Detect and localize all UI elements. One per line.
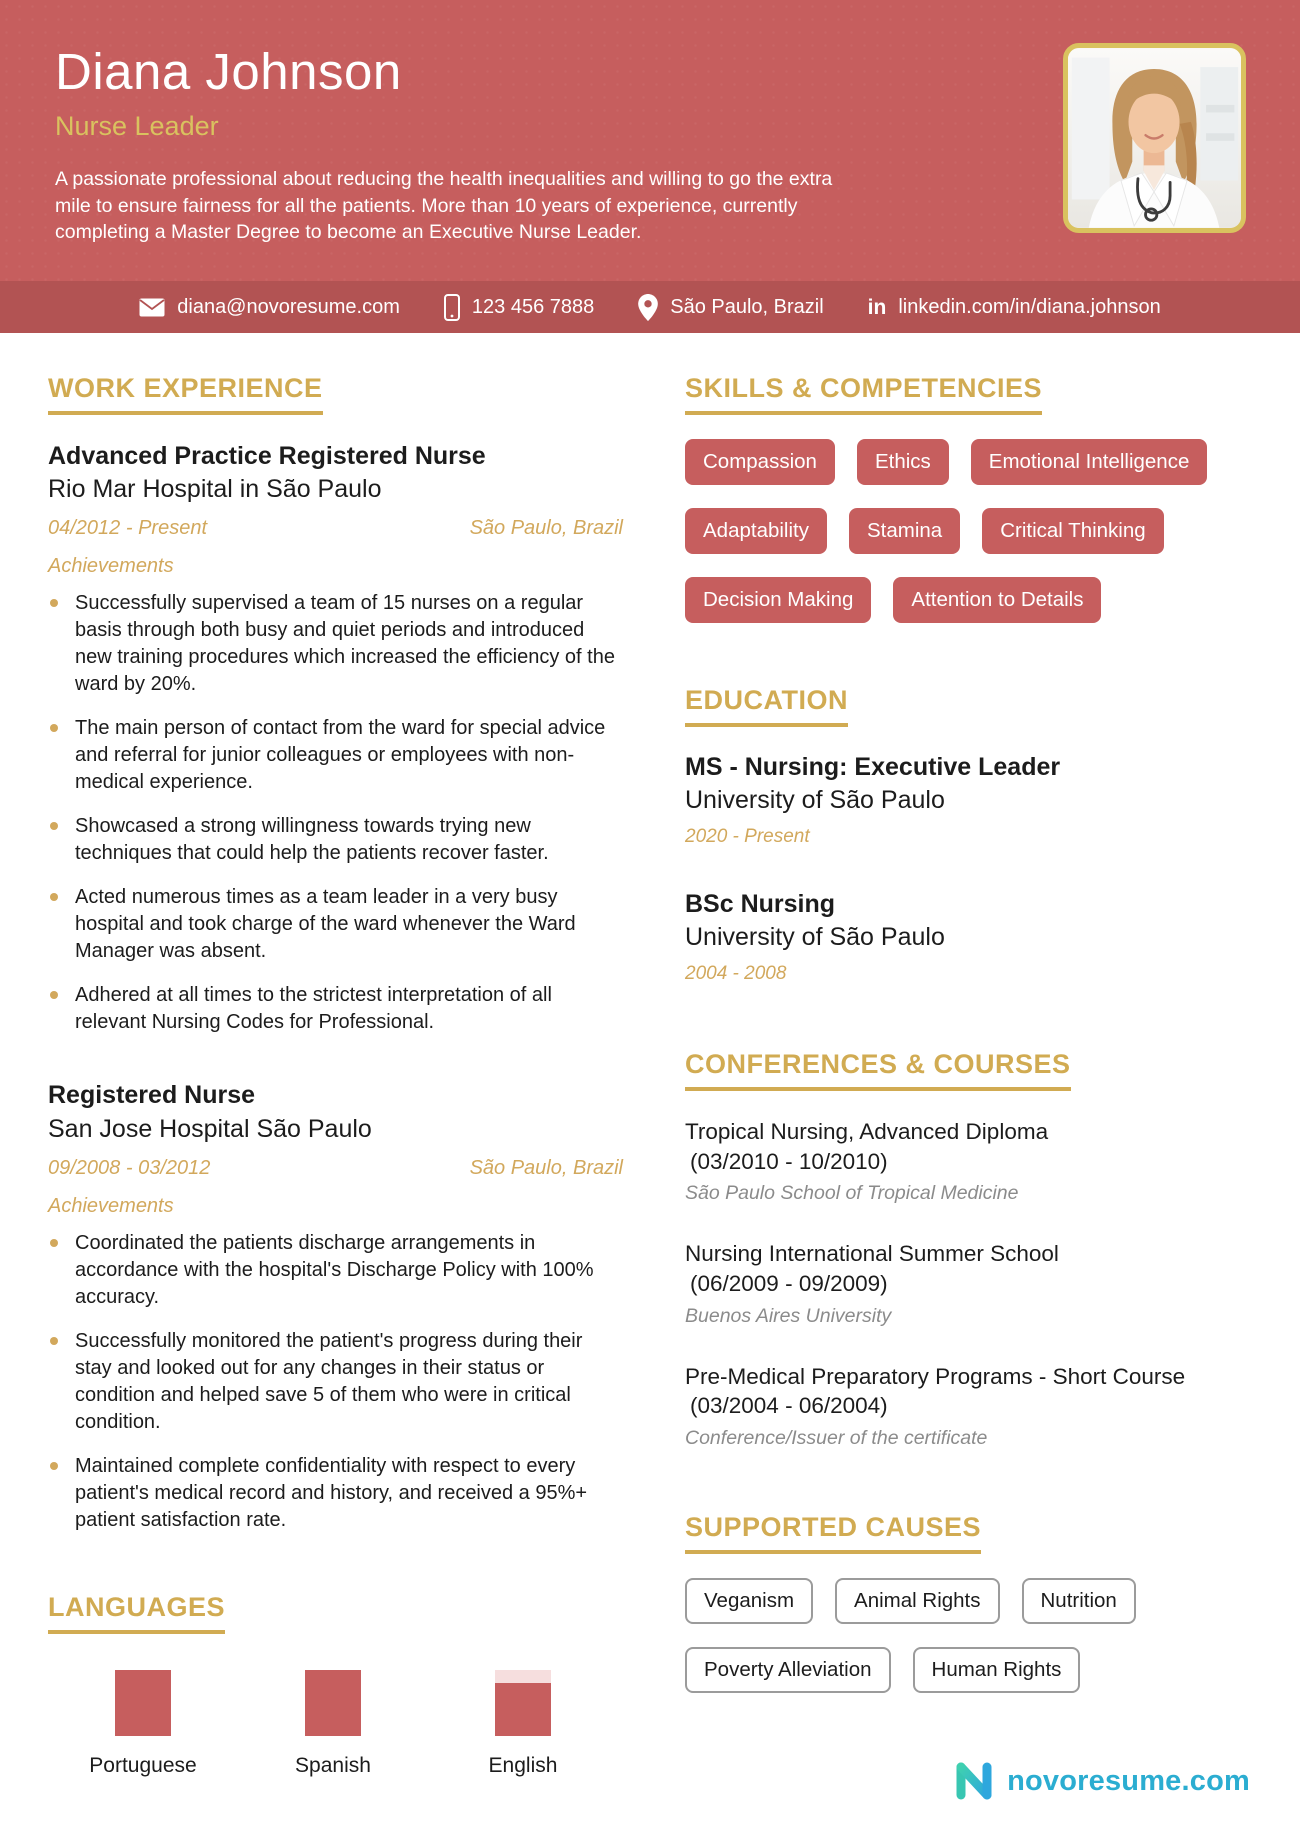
brand-logo[interactable]	[951, 1758, 1250, 1804]
degree: MS - Nursing: Executive Leader	[685, 753, 1061, 781]
conferences-courses-section	[685, 1049, 1256, 1450]
right-column	[685, 373, 1256, 1778]
cause-pill: Animal Rights	[835, 1578, 999, 1624]
section-heading-courses: CONFERENCES & COURSES	[685, 1049, 1071, 1091]
resume-header	[0, 0, 1300, 281]
skill-pill: Attention to Details	[893, 577, 1101, 623]
education-section	[685, 685, 1256, 985]
achievement-bullet: Successfully supervised a team of 15 nurses on a regular basis through both busy and quiet periods and introduced new training procedures which increased the efficiency of the ward by 20%.	[48, 590, 623, 698]
course-entry	[685, 1362, 1256, 1450]
job-position: Registered Nurse	[48, 1081, 256, 1110]
education-dates: 2004 - 2008	[685, 963, 787, 984]
job-position: Advanced Practice Registered Nurse	[48, 442, 486, 470]
education-entry	[685, 753, 1256, 848]
job-location: São Paulo, Brazil	[469, 517, 623, 540]
course-dates: (06/2009 - 09/2009)	[690, 1271, 888, 1297]
achievements-label: Achievements	[48, 1194, 174, 1217]
phone-icon	[444, 294, 460, 321]
skill-pill: Ethics	[857, 439, 949, 485]
brand-name: novoresume.com	[1007, 1764, 1250, 1797]
language-proficiency-fill	[305, 1670, 361, 1736]
language-proficiency-box	[115, 1670, 171, 1736]
portrait-photo-illustration	[1068, 48, 1241, 228]
language-label: English	[488, 1753, 558, 1777]
cause-pill: Poverty Alleviation	[685, 1647, 891, 1693]
profile-photo	[1063, 43, 1246, 233]
skill-pill: Emotional Intelligence	[971, 439, 1208, 485]
degree: BSc Nursing	[685, 890, 836, 918]
contact-phone[interactable]	[444, 294, 594, 321]
course-issuer: Conference/Issuer of the certificate	[685, 1427, 988, 1450]
section-heading-languages: LANGUAGES	[48, 1592, 225, 1634]
job-dates: 04/2012 - Present	[48, 517, 207, 540]
course-title: Nursing International Summer School	[685, 1241, 1059, 1267]
section-heading-education: EDUCATION	[685, 685, 848, 727]
contact-bar	[0, 281, 1300, 333]
candidate-title: Nurse Leader	[55, 111, 219, 141]
linkedin-icon: in	[867, 295, 887, 319]
causes-grid	[685, 1578, 1245, 1693]
language-row	[48, 1670, 623, 1778]
achievement-bullet: Adhered at all times to the strictest interpretation of all relevant Nursing Codes for Professional.	[48, 982, 623, 1036]
course-entry	[685, 1117, 1256, 1205]
language-item	[48, 1670, 238, 1778]
email-icon	[139, 298, 165, 317]
section-heading-causes: SUPPORTED CAUSES	[685, 1512, 981, 1554]
skill-pill: Adaptability	[685, 508, 827, 554]
skill-pill: Decision Making	[685, 577, 871, 623]
achievement-bullet: Maintained complete confidentiality with respect to every patient's medical record and history, and received a 95%+ patient satisfaction rate.	[48, 1453, 623, 1534]
language-proficiency-fill	[495, 1683, 551, 1736]
course-title: Tropical Nursing, Advanced Diploma	[685, 1119, 1049, 1144]
linkedin-value: linkedin.com/in/diana.johnson	[898, 295, 1161, 318]
contact-email[interactable]	[139, 296, 400, 319]
cause-pill: Nutrition	[1022, 1578, 1136, 1624]
language-item	[238, 1670, 428, 1778]
job-company: Rio Mar Hospital in São Paulo	[48, 475, 382, 504]
candidate-name: Diana Johnson	[55, 43, 402, 100]
achievement-bullet: Coordinated the patients discharge arrangements in accordance with the hospital's Discharge Policy with 100% accuracy.	[48, 1230, 623, 1311]
skill-pill: Compassion	[685, 439, 835, 485]
language-label: Portuguese	[89, 1753, 197, 1777]
phone-value: 123 456 7888	[471, 295, 595, 318]
school: University of São Paulo	[685, 923, 945, 951]
language-proficiency-box	[305, 1670, 361, 1736]
course-issuer: São Paulo School of Tropical Medicine	[685, 1182, 1019, 1205]
skill-pill: Stamina	[849, 508, 960, 554]
location-pin-icon	[638, 294, 658, 321]
achievement-bullet: Showcased a strong willingness towards trying new techniques that could help the patients recover faster.	[48, 813, 623, 867]
course-title: Pre-Medical Preparatory Programs - Short Course	[685, 1363, 1186, 1389]
job-company: San Jose Hospital São Paulo	[48, 1114, 372, 1143]
novoresume-logo-icon	[951, 1758, 997, 1804]
skills-grid	[685, 439, 1245, 623]
location-value: São Paulo, Brazil	[670, 295, 824, 318]
achievement-bullet: Successfully monitored the patient's progress during their stay and looked out for any changes in their status or condition and helped save 5 of them who were in critical condition.	[48, 1328, 623, 1436]
job-dates: 09/2008 - 03/2012	[48, 1156, 211, 1179]
left-column	[48, 373, 623, 1778]
achievement-list	[48, 590, 623, 1036]
job-entry	[48, 441, 623, 1036]
course-dates: (03/2004 - 06/2004)	[690, 1393, 888, 1419]
skill-pill: Critical Thinking	[982, 508, 1163, 554]
job-location: São Paulo, Brazil	[469, 1156, 623, 1179]
resume-body	[0, 333, 1300, 1778]
achievement-bullet: The main person of contact from the ward for special advice and referral for junior colleagues or employees with non-medical experience.	[48, 715, 623, 796]
achievement-bullet: Acted numerous times as a team leader in a very busy hospital and took charge of the ward whenever the Ward Manager was absent.	[48, 884, 623, 965]
section-heading-work-experience: WORK EXPERIENCE	[48, 373, 323, 415]
achievement-list	[48, 1230, 623, 1534]
cause-pill: Veganism	[685, 1578, 813, 1624]
education-dates: 2020 - Present	[685, 826, 810, 847]
section-heading-skills: SKILLS & COMPETENCIES	[685, 373, 1042, 415]
language-label: Spanish	[295, 1753, 371, 1777]
email-value: diana@novoresume.com	[177, 295, 400, 318]
achievements-label: Achievements	[48, 555, 174, 578]
job-entry	[48, 1080, 623, 1533]
contact-location[interactable]	[638, 294, 823, 321]
education-entry	[685, 890, 1256, 985]
contact-linkedin[interactable]	[868, 296, 1161, 319]
language-proficiency-fill	[115, 1670, 171, 1736]
course-dates: (03/2010 - 10/2010)	[690, 1148, 888, 1174]
cause-pill: Human Rights	[913, 1647, 1081, 1693]
language-item	[428, 1670, 618, 1778]
school: University of São Paulo	[685, 786, 945, 814]
summary-text: A passionate professional about reducing the health inequalities and willing to go the extra mile to ensure fairness for all the patients. More than 10 years of experience, currently completing a Master Degree to become an Executive Nurse Leader.	[55, 168, 833, 243]
languages-section	[48, 1592, 623, 1778]
supported-causes-section	[685, 1512, 1256, 1693]
course-entry	[685, 1239, 1256, 1327]
language-proficiency-box	[495, 1670, 551, 1736]
course-issuer: Buenos Aires University	[685, 1304, 892, 1327]
